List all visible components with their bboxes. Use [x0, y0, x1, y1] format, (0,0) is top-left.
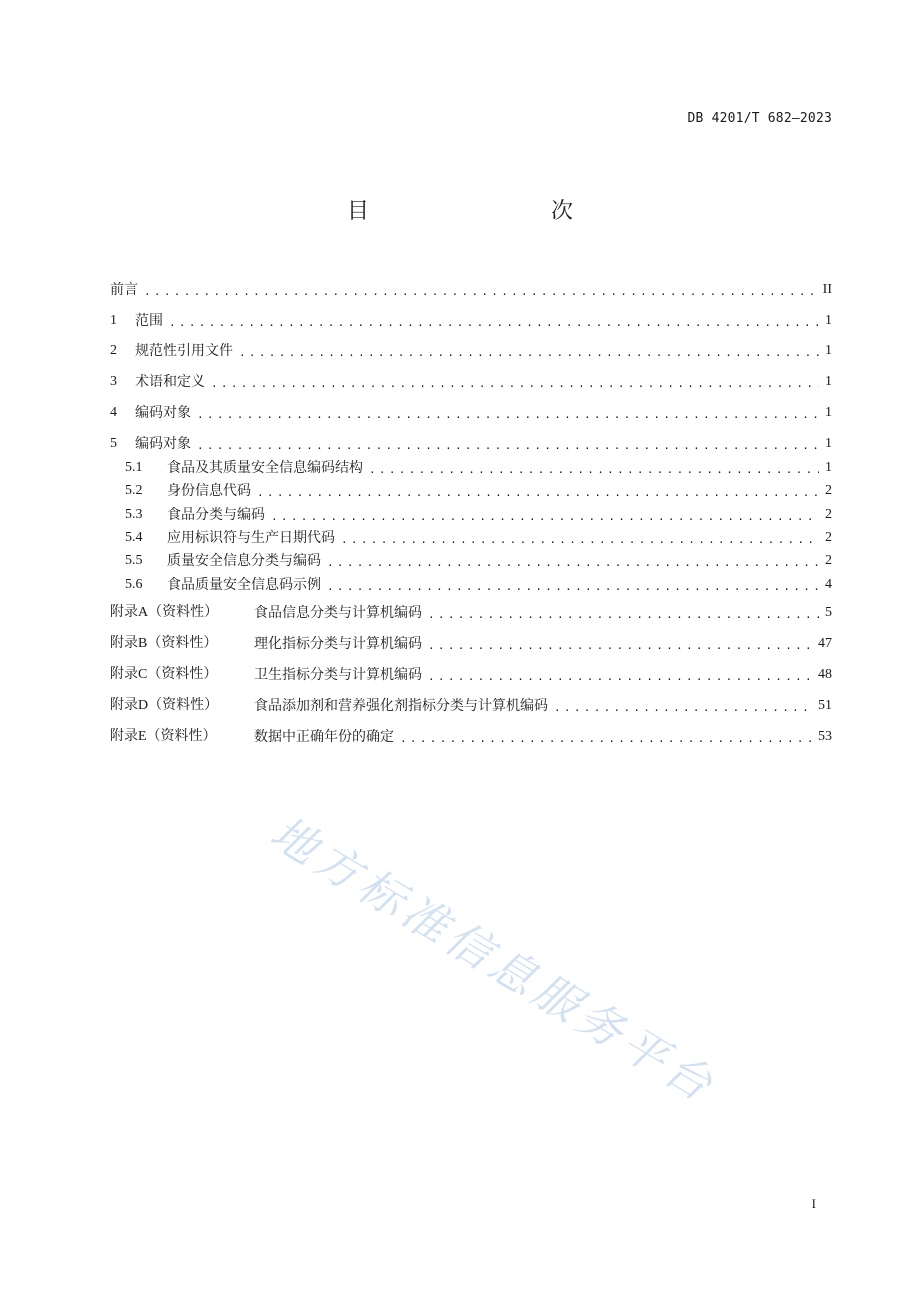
toc-entry-5-1[interactable]	[125, 458, 832, 478]
toc-entry-page: 53	[818, 729, 832, 744]
toc-entry-page: 1	[825, 343, 832, 358]
toc-entry-title: 编码对象	[135, 436, 191, 452]
toc-entry-page: 2	[825, 483, 832, 498]
toc-entry-coding-objects-4[interactable]	[110, 403, 832, 423]
toc-entry-number: 附录B（资料性）	[110, 636, 218, 651]
toc-entry-normative-references[interactable]	[110, 341, 832, 361]
toc-entry-title: 数据中正确年份的确定	[254, 729, 394, 745]
toc-entry-5-4[interactable]	[125, 528, 832, 548]
toc-entry-number: 2	[110, 343, 117, 358]
toc-entry-appendix-b[interactable]	[110, 634, 832, 654]
watermark-text: 地方标准信息服务平台	[261, 805, 726, 1114]
toc-leader-dots	[341, 530, 819, 550]
toc-entry-title: 编码对象	[135, 405, 191, 421]
toc-entry-title: 身份信息代码	[167, 483, 251, 499]
toc-leader-dots	[197, 405, 819, 425]
toc-entry-page: 1	[825, 374, 832, 389]
toc-entry-title: 范围	[135, 313, 163, 329]
toc-entry-number: 5.5	[125, 553, 143, 568]
toc-entry-title: 食品分类与编码	[167, 507, 265, 523]
toc-entry-foreword[interactable]	[110, 280, 832, 300]
toc-entry-page: 2	[825, 507, 832, 522]
toc-entry-number: 3	[110, 374, 117, 389]
toc-entry-page: 1	[825, 313, 832, 328]
toc-entry-coding-objects-5[interactable]	[110, 434, 832, 454]
toc-leader-dots	[400, 729, 812, 749]
toc-entry-page: 5	[825, 605, 832, 620]
toc-entry-number: 附录A（资料性）	[110, 605, 219, 620]
toc-leader-dots	[554, 698, 812, 718]
toc-leader-dots	[239, 343, 819, 363]
toc-leader-dots	[369, 460, 819, 480]
toc-entry-title: 应用标识符与生产日期代码	[167, 530, 335, 546]
page-title: 目 次	[346, 199, 619, 224]
toc-entry-appendix-d[interactable]	[110, 696, 832, 716]
toc-entry-title: 食品及其质量安全信息编码结构	[167, 460, 363, 476]
toc-leader-dots	[197, 436, 819, 456]
toc-entry-number: 附录D（资料性）	[110, 698, 219, 713]
toc-entry-scope[interactable]	[110, 311, 832, 331]
toc-leader-dots	[428, 667, 812, 687]
toc-entry-5-6[interactable]	[125, 575, 832, 595]
toc-entry-page: 1	[825, 405, 832, 420]
toc-entry-number: 1	[110, 313, 117, 328]
toc-entry-title: 前言	[110, 282, 138, 298]
toc-entry-title: 食品质量安全信息码示例	[167, 577, 321, 593]
toc-entry-page: 1	[825, 460, 832, 475]
toc-leader-dots	[327, 553, 819, 573]
toc-entry-number: 附录E（资料性）	[110, 729, 217, 744]
toc-entry-number: 5.3	[125, 507, 143, 522]
toc-entry-appendix-e[interactable]	[110, 727, 832, 747]
toc-entry-5-3[interactable]	[125, 505, 832, 525]
page-number: I	[811, 1196, 816, 1211]
toc-entry-number: 附录C（资料性）	[110, 667, 218, 682]
toc-entry-number: 5.1	[125, 460, 143, 475]
toc-entry-number: 5	[110, 436, 117, 451]
toc-entry-number: 5.2	[125, 483, 143, 498]
toc-entry-appendix-a[interactable]	[110, 603, 832, 623]
toc-entry-title: 食品添加剂和营养强化剂指标分类与计算机编码	[254, 698, 548, 714]
toc-leader-dots	[169, 313, 819, 333]
toc-leader-dots	[257, 483, 819, 503]
toc-entry-appendix-c[interactable]	[110, 665, 832, 685]
toc-entry-page: 2	[825, 553, 832, 568]
toc-entry-page: 47	[818, 636, 832, 651]
toc-leader-dots	[428, 636, 812, 656]
toc-entry-title: 卫生指标分类与计算机编码	[254, 667, 422, 683]
toc-entry-title: 理化指标分类与计算机编码	[254, 636, 422, 652]
toc-entry-title: 质量安全信息分类与编码	[167, 553, 321, 569]
toc-leader-dots	[428, 605, 819, 625]
toc-entry-number: 5.4	[125, 530, 143, 545]
toc-leader-dots	[211, 374, 819, 394]
toc-entry-title: 规范性引用文件	[135, 343, 233, 359]
toc-leader-dots	[271, 507, 819, 527]
toc-entry-5-2[interactable]	[125, 481, 832, 501]
toc-entry-page: 2	[825, 530, 832, 545]
toc-entry-page: 1	[825, 436, 832, 451]
toc-entry-title: 术语和定义	[135, 374, 205, 390]
toc-entry-page: 4	[825, 577, 832, 592]
toc-entry-terms[interactable]	[110, 372, 832, 392]
toc-entry-number: 4	[110, 405, 117, 420]
toc-leader-dots	[327, 577, 819, 597]
toc-entry-page: 51	[818, 698, 832, 713]
toc-entry-5-5[interactable]	[125, 551, 832, 571]
toc-entry-title: 食品信息分类与计算机编码	[254, 605, 422, 621]
toc-entry-number: 5.6	[125, 577, 143, 592]
document-code: DB 4201/T 682—2023	[687, 111, 832, 126]
toc-entry-page: 48	[818, 667, 832, 682]
toc-entry-page: II	[822, 282, 832, 297]
toc-leader-dots	[144, 282, 817, 302]
